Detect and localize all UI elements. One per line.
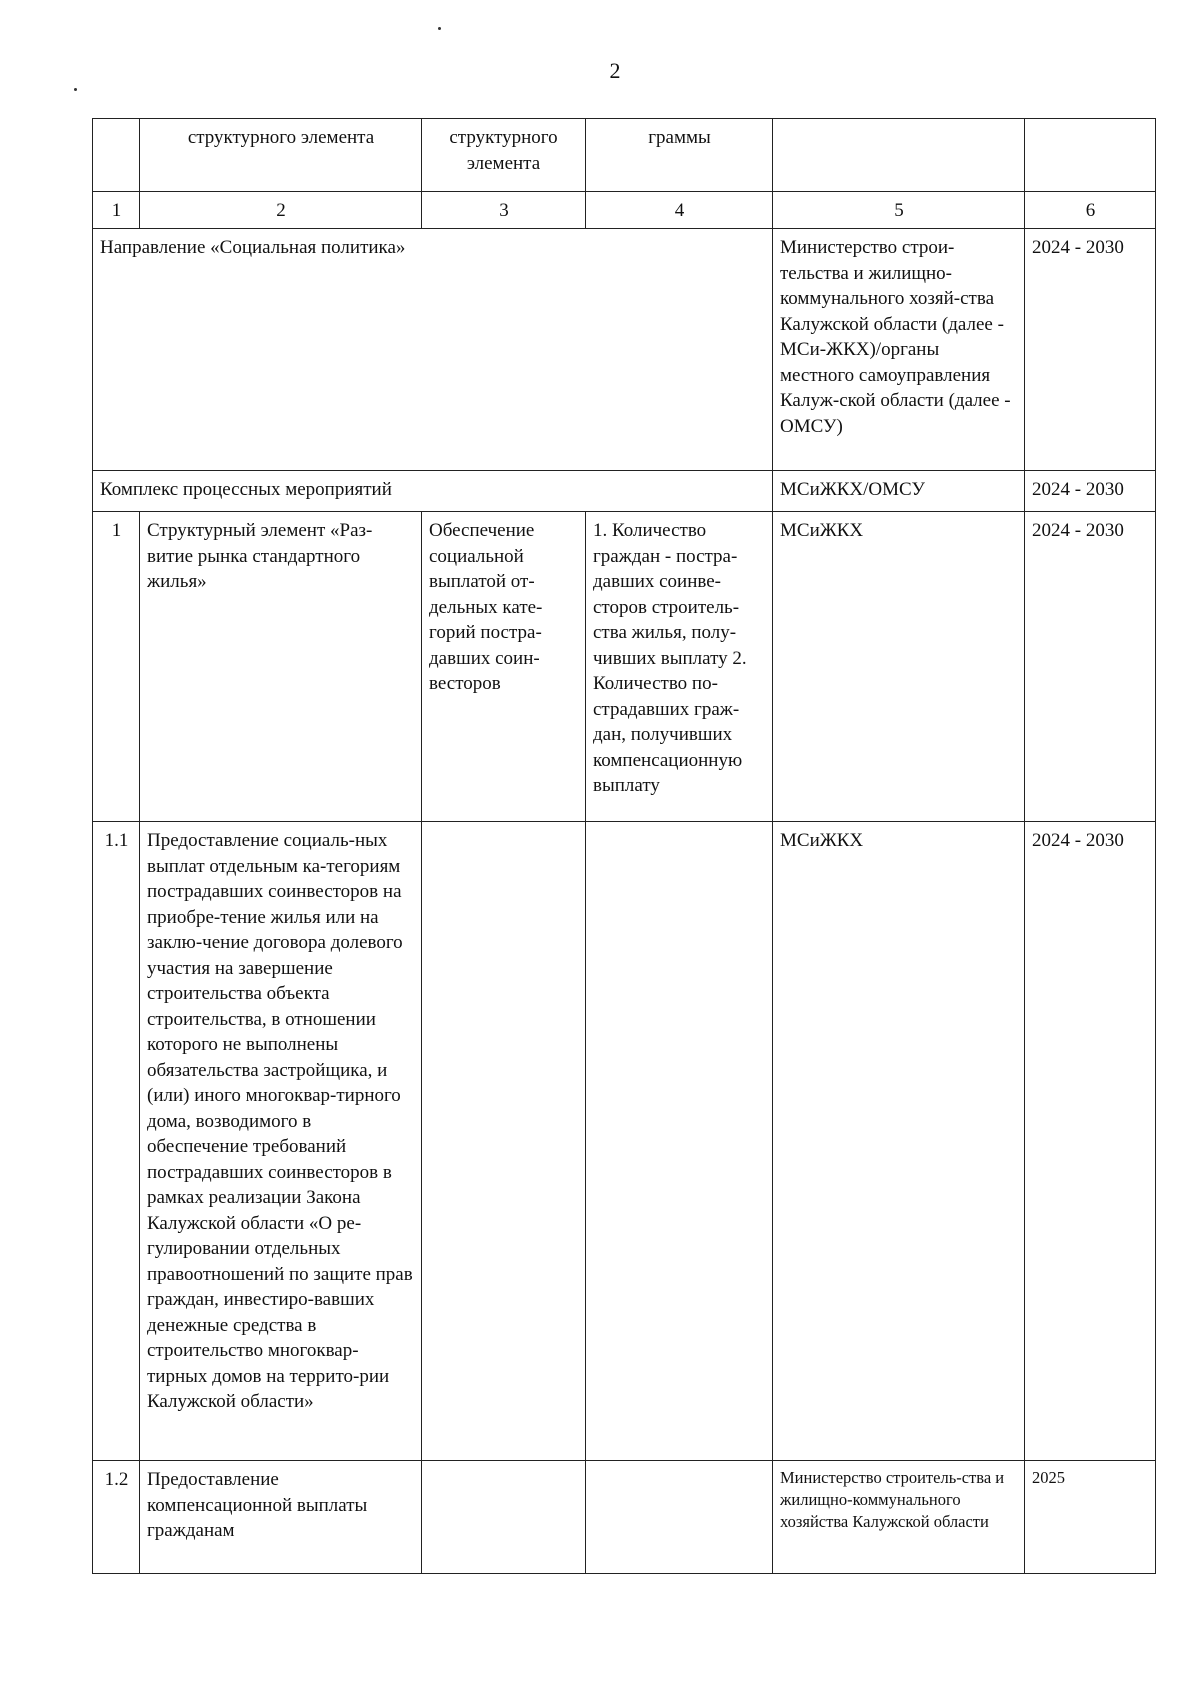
row-number: 1.2: [93, 1461, 140, 1574]
header-row: [93, 119, 1156, 192]
scan-speck: [74, 88, 77, 91]
row-task: [422, 1461, 586, 1574]
complex-row: [93, 471, 1156, 512]
table-row: [93, 822, 1156, 1461]
column-number: 5: [773, 192, 1025, 229]
row-responsible: МСиЖКХ: [773, 512, 1025, 822]
header-cell-3: структурного элемента: [422, 119, 586, 192]
header-cell-6: [1025, 119, 1156, 192]
direction-period: 2024 - 2030: [1025, 229, 1156, 471]
column-number: 6: [1025, 192, 1156, 229]
page-number: 2: [609, 58, 621, 83]
row-number: 1.1: [93, 822, 140, 1461]
row-number: 1: [93, 512, 140, 822]
header-cell-5: [773, 119, 1025, 192]
column-number: 1: [93, 192, 140, 229]
header-cell-4: граммы: [586, 119, 773, 192]
direction-responsible: Министерство строи-тельства и жилищно-коммунального хозяй-ства Калужской области (далее - МСи-ЖКХ)/органы местного самоуправления Калуж-ской области (далее - ОМСУ): [773, 229, 1025, 471]
row-indicators: [586, 822, 773, 1461]
row-period: 2025: [1025, 1461, 1156, 1574]
complex-period: 2024 - 2030: [1025, 471, 1156, 512]
header-cell-1: [93, 119, 140, 192]
scan-speck: [438, 27, 441, 30]
column-number-row: [93, 192, 1156, 229]
row-name: Предоставление социаль-ных выплат отдельным ка-тегориям пострадавших соинвесторов на приобре-тение жилья или на заклю-чение договора долевого участия на завершение строительства объекта строительства, в отношении которого не выполнены обязательства застройщика, и (или) иного многоквар-тирного дома, возводимого в обеспечение требований пострадавших соинвесторов в рамках реализации Закона Калужской области «О ре-гулировании отдельных правоотношений по защите прав граждан, инвестиро-вавших денежные средства в строительство многоквар-тирных домов на террито-рии Калужской области»: [140, 822, 422, 1461]
complex-label: Комплекс процессных мероприятий: [93, 471, 773, 512]
direction-label: Направление «Социальная политика»: [93, 229, 773, 471]
row-period: 2024 - 2030: [1025, 822, 1156, 1461]
column-number: 4: [586, 192, 773, 229]
row-responsible: МСиЖКХ: [773, 822, 1025, 1461]
table-row: [93, 1461, 1156, 1574]
table-row: [93, 512, 1156, 822]
direction-row: [93, 229, 1156, 471]
row-task: Обеспечение социальной выплатой от-дельных кате-горий постра-давших соин-весторов: [422, 512, 586, 822]
events-table: [92, 118, 1156, 1574]
row-name: Предоставление компенсационной выплаты гражданам: [140, 1461, 422, 1574]
row-indicators: [586, 1461, 773, 1574]
row-name: Структурный элемент «Раз-витие рынка стандартного жилья»: [140, 512, 422, 822]
row-responsible: Министерство строитель-ства и жилищно-коммунального хозяйства Калужской области: [773, 1461, 1025, 1574]
column-number: 2: [140, 192, 422, 229]
row-period: 2024 - 2030: [1025, 512, 1156, 822]
row-task: [422, 822, 586, 1461]
column-number: 3: [422, 192, 586, 229]
complex-responsible: МСиЖКХ/ОМСУ: [773, 471, 1025, 512]
row-indicators: 1. Количество граждан - постра-давших соинве-сторов строитель-ства жилья, полу-чивших выплату 2. Количество по-страдавших граж-дан, получивших компенсационную выплату: [586, 512, 773, 822]
header-cell-2: структурного элемента: [140, 119, 422, 192]
